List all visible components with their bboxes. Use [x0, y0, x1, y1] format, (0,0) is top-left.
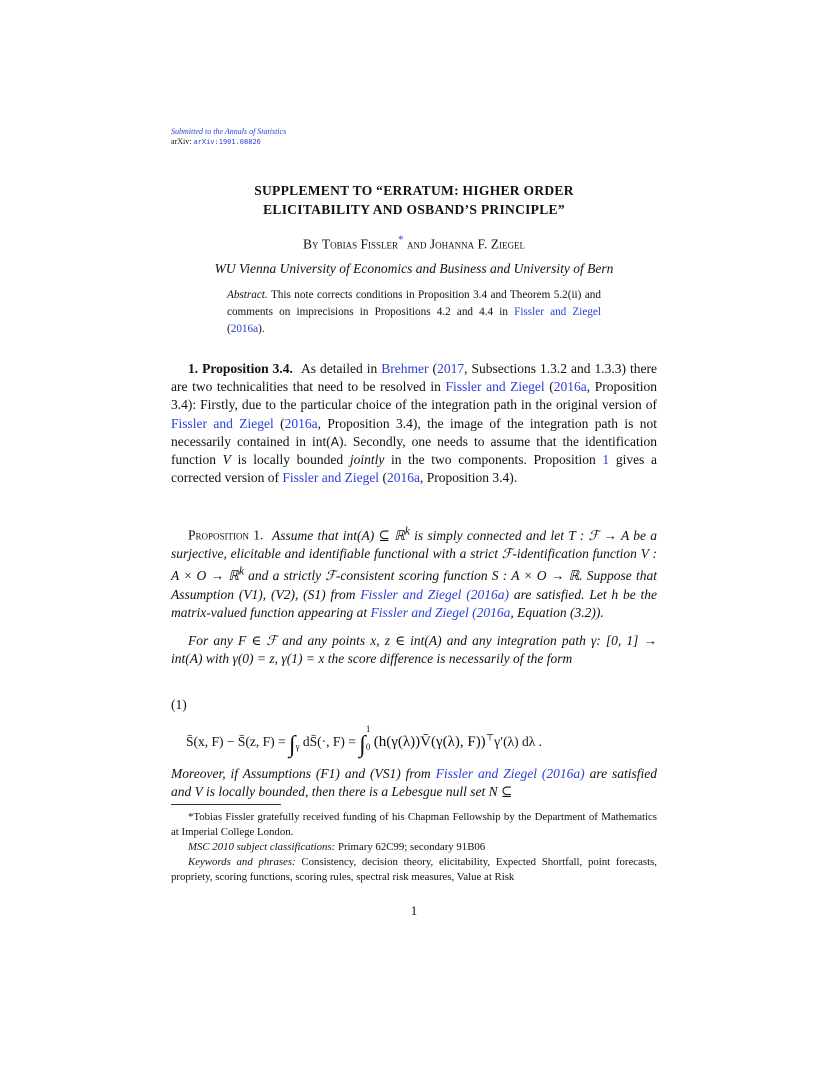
section-1-paragraph: 1. Proposition 3.4. As detailed in Brehmer (2017, Subsections 1.3.2 and 1.3.3) there are two technicalities that need to be resolved in Fissler and Ziegel (2016a, Proposition 3.4): Firstly, due to the particular choice of the integration path in the original version of Fissler and Ziegel (2016a, Proposition 3.4), the image of the integration path is not necessarily contained in int(A). Secondly, one needs to assume that the identification function V is locally bounded jointly in the two components. Proposition 1 gives a corrected version of Fissler and Ziegel (2016a, Proposition 3.4).	[171, 361, 658, 486]
footnote-msc: MSC 2010 subject classifications: Primary 62C99; secondary 91B06	[188, 841, 486, 853]
citation-link[interactable]: Fissler and Ziegel (2016a)	[435, 766, 585, 781]
author-line: By Tobias Fissler* and Johanna F. Ziegel	[303, 234, 525, 252]
author-1: Tobias Fissler	[321, 236, 399, 252]
paper-title: SUPPLEMENT TO “ERRATUM: HIGHER ORDER ELICITABILITY AND OSBAND’S PRINCIPLE”	[254, 183, 574, 217]
proposition-ref-link[interactable]: 1	[602, 452, 610, 468]
running-header	[171, 127, 286, 147]
footnote-divider	[171, 804, 281, 805]
page-number: 1	[410, 903, 418, 918]
affiliation: WU Vienna University of Economics and Business and University of Bern	[214, 261, 614, 276]
citation-link[interactable]: Fissler and Ziegel	[514, 306, 601, 318]
equation-number: (1)	[171, 697, 187, 712]
section-heading: 1. Proposition 3.4.	[188, 361, 293, 376]
equation-1: S̄(x, F) − S̄(z, $F) = \int_\gamma$ dS̄(·, F) = ∫ 1 0 (h(γ(λ))V̄(γ(λ), F))⊤γ′(λ) dλ .	[186, 724, 543, 758]
citation-year-link[interactable]: 2016a	[553, 379, 587, 395]
moreover-paragraph: Moreover, if Assumptions (F1) and (VS1) from Fissler and Ziegel (2016a) are satisfied and V is locally bounded, then there is a Lebesgue null set N ⊆	[171, 766, 657, 800]
journal-name: Submitted to the Annals of Statistics	[171, 127, 287, 136]
citation-year-link[interactable]: 2016a	[230, 323, 259, 335]
citation-link[interactable]: Fissler and Ziegel (2016a)	[360, 586, 509, 602]
proposition-paragraph-2: For any F ∈ ℱ and any points x, z ∈ int(A) and any integration path γ: [0, 1] → int(A) with γ(0) = z, γ(1) = x the score difference is necessarily of the form	[171, 633, 657, 667]
citation-link[interactable]: Fissler and Ziegel	[171, 415, 274, 431]
citation-link[interactable]: Brehmer	[381, 361, 429, 376]
footnote-mark[interactable]: *	[398, 234, 404, 246]
citation-year-link[interactable]: 2017	[437, 361, 465, 376]
author-2: Johanna F. Ziegel	[429, 236, 525, 252]
proposition-label: Proposition 1.	[188, 527, 264, 543]
citation-year-link[interactable]: 2016a	[386, 470, 420, 486]
footnote-keywords: Keywords and phrases: Consistency, decision theory, elicitability, Expected Shortfall, point forecasts, propriety, scoring functions, scoring rules, spectral risk measures, Value at Risk	[171, 856, 657, 883]
citation-link[interactable]: Fissler and Ziegel	[282, 470, 380, 486]
arxiv-line: arXiv: arXiv:1901.08826	[171, 137, 261, 146]
citation-link[interactable]: Fissler and Ziegel	[445, 379, 545, 395]
arxiv-link[interactable]: arXiv:1901.08826	[193, 138, 261, 146]
citation-link[interactable]: Fissler and Ziegel (2016a	[370, 604, 511, 620]
citation-year-link[interactable]: 2016a	[284, 415, 318, 431]
abstract: Abstract. This note corrects conditions in Proposition 3.4 and Theorem 5.2(ii) and comments on imprecisions in Propositions 4.2 and 4.4 in Fissler and Ziegel (2016a).	[227, 289, 601, 335]
proposition-statement: Proposition 1. Assume that int(A) ⊆ ℝ$^k$ is simply connected and let T : ℱ → A be a surjective, elicitable and identifiable functional with a strict ℱ-identification function V : A × O → ℝ$^k$ and a strictly ℱ-consistent scoring function S : A × O → ℝ. Suppose that Assumption (V1), (V2), (S1) from Fissler and Ziegel (2016a) are satisfied. Let h be the matrix-valued function appearing at Fissler and Ziegel (2016a, Equation (3.2)).	[171, 525, 658, 620]
footnote-funding: *Tobias Fissler gratefully received funding of his Chapman Fellowship by the Department of Mathematics at Imperial College London.	[171, 811, 657, 838]
